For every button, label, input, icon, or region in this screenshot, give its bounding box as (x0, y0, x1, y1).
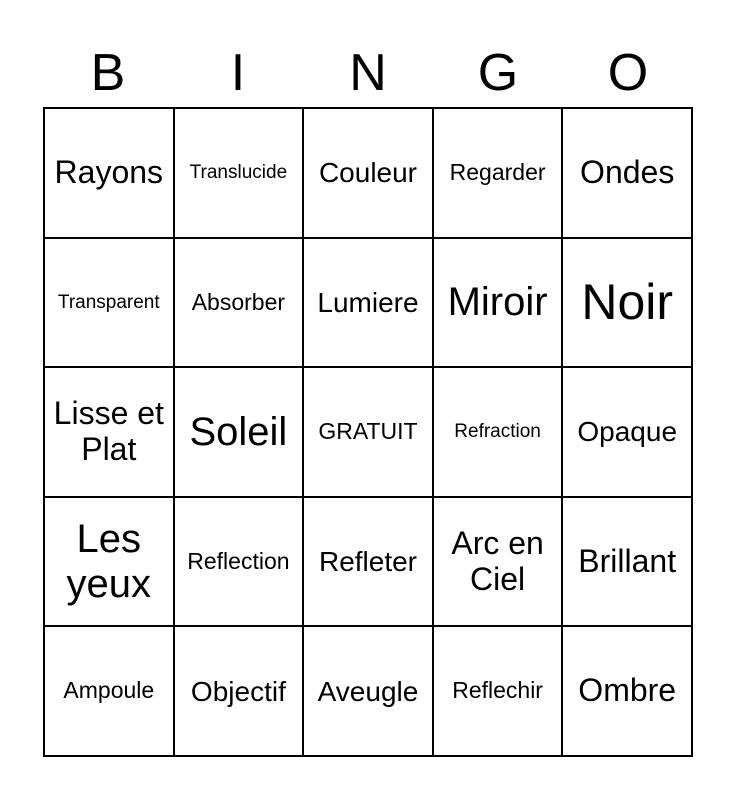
bingo-cell[interactable] (303, 626, 433, 756)
cell-label: Lisse et Plat (53, 395, 164, 467)
cell-label: Les yeux (66, 516, 152, 606)
cell-label: Refleter (318, 545, 418, 577)
bingo-cell[interactable] (433, 108, 563, 238)
bingo-cell[interactable] (562, 238, 692, 368)
cell-label: Transparent (57, 291, 160, 313)
cell-label: Ombre (578, 672, 677, 709)
cell-label: Absorber (191, 288, 286, 315)
cell-label: Brillant (578, 542, 677, 579)
cell-label: Objectif (190, 675, 286, 707)
header-letter-b: B (90, 44, 126, 102)
cell-label: Rayons (54, 153, 164, 190)
cell-label: Ondes (580, 153, 675, 190)
bingo-cell[interactable] (303, 497, 433, 627)
bingo-cell[interactable] (303, 238, 433, 368)
bingo-cell[interactable] (44, 108, 174, 238)
bingo-cell[interactable] (174, 238, 304, 368)
header-letter-n: N (349, 44, 387, 102)
cell-label: GRATUIT (318, 418, 418, 445)
cell-label: Reflection (187, 547, 290, 574)
cell-label: Miroir (447, 279, 548, 324)
bingo-cell[interactable] (433, 367, 563, 497)
bingo-cell[interactable] (562, 367, 692, 497)
header-letter-i: I (230, 44, 246, 102)
bingo-cell[interactable] (562, 497, 692, 627)
bingo-cell[interactable] (433, 626, 563, 756)
bingo-cell[interactable] (44, 497, 174, 627)
bingo-cell[interactable] (303, 108, 433, 238)
bingo-cell[interactable] (44, 238, 174, 368)
free-space-cell[interactable] (303, 367, 433, 497)
bingo-cell[interactable] (174, 626, 304, 756)
cell-label: Regarder (449, 158, 546, 185)
cell-label: Ampoule (63, 677, 155, 704)
header-letter-o: O (607, 44, 649, 102)
cell-label: Couleur (318, 157, 418, 189)
cell-label: Reflechir (452, 677, 543, 704)
bingo-cell[interactable] (433, 497, 563, 627)
cell-label: Aveugle (317, 675, 419, 707)
cell-label: Translucide (189, 162, 288, 184)
cell-label: Lumiere (317, 286, 419, 318)
cell-label: Soleil (189, 409, 288, 454)
bingo-cell[interactable] (44, 626, 174, 756)
bingo-cell[interactable] (562, 108, 692, 238)
cell-label: Opaque (577, 416, 678, 448)
header-letter-g: G (477, 44, 519, 102)
bingo-card-grid (43, 107, 693, 757)
cell-label: Refraction (454, 421, 541, 443)
bingo-cell[interactable] (174, 497, 304, 627)
bingo-cell[interactable] (433, 238, 563, 368)
bingo-cell[interactable] (174, 108, 304, 238)
cell-label: Noir (581, 274, 674, 331)
bingo-header (43, 40, 693, 106)
bingo-cell[interactable] (562, 626, 692, 756)
bingo-cell[interactable] (174, 367, 304, 497)
bingo-cell[interactable] (44, 367, 174, 497)
cell-label: Arc en Ciel (451, 524, 544, 597)
